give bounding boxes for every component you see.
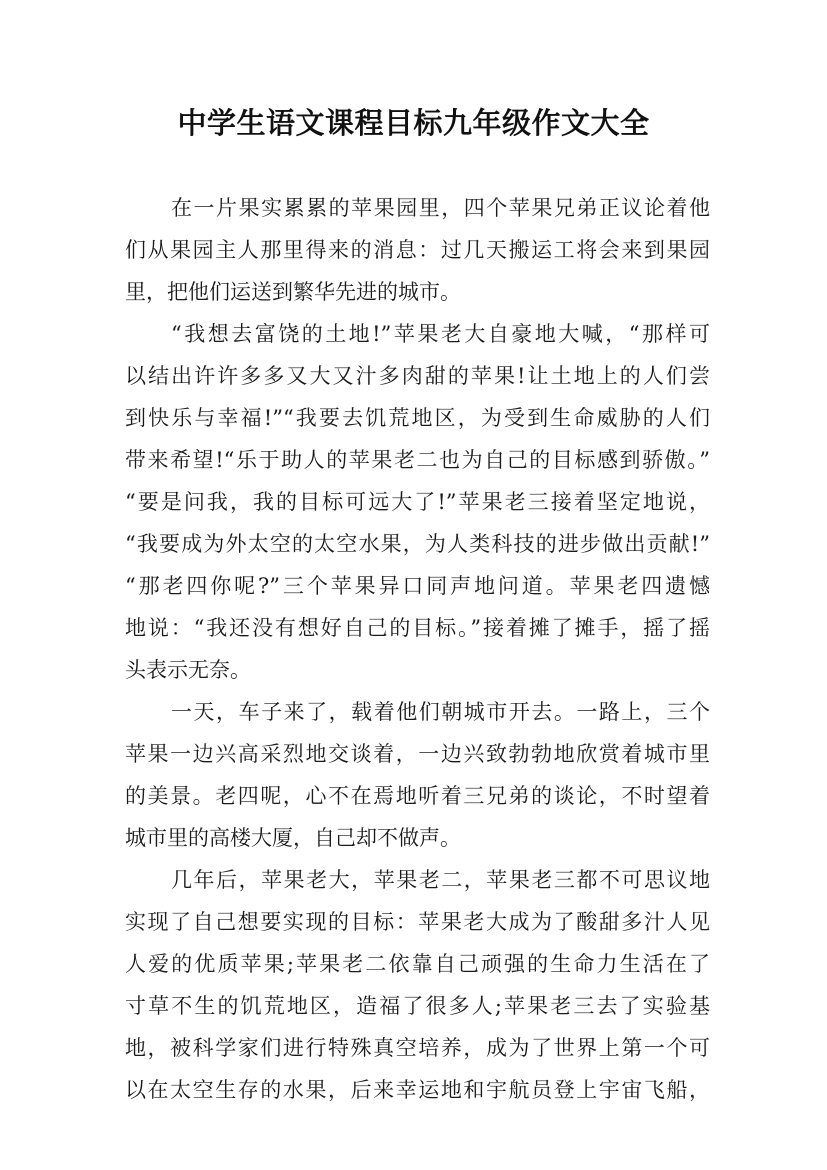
text-line: 实现了自己想要实现的目标：苹果老大成为了酸甜多汁人见 — [125, 910, 710, 934]
text-line: 们从果园主人那里得来的消息：过几天搬运工将会来到果园 — [125, 238, 710, 262]
text-line: 地说：“我还没有想好自己的目标。”接着摊了摊手，摇了摇 — [125, 616, 710, 640]
text-line: 城市里的高楼大厦，自己却不做声。 — [125, 826, 461, 850]
text-line: 在一片果实累累的苹果园里，四个苹果兄弟正议论着他 — [171, 196, 710, 220]
text-line: “我要成为外太空的太空水果，为人类科技的进步做出贡献!” — [125, 532, 710, 556]
text-line: 几年后，苹果老大，苹果老二，苹果老三都不可思议地 — [171, 868, 710, 892]
text-line: 的美景。老四呢，心不在焉地听着三兄弟的谈论，不时望着 — [125, 784, 710, 808]
text-line: “要是问我，我的目标可远大了!”苹果老三接着坚定地说， — [125, 490, 710, 514]
text-line: 到快乐与幸福!”“我要去饥荒地区，为受到生命威胁的人们 — [125, 406, 710, 430]
text-line: 头表示无奈。 — [125, 658, 251, 682]
text-line: 人爱的优质苹果;苹果老二依靠自己顽强的生命力生活在了 — [125, 952, 710, 976]
text-line: 苹果一边兴高采烈地交谈着，一边兴致勃勃地欣赏着城市里 — [125, 742, 710, 766]
text-line: “我想去富饶的土地!”苹果老大自豪地大喊，“那样可 — [171, 322, 710, 346]
page-title: 中学生语文课程目标九年级作文大全 — [177, 106, 650, 140]
text-line: 里，把他们运送到繁华先进的城市。 — [125, 280, 461, 304]
text-line: 地，被科学家们进行特殊真空培养，成为了世界上第一个可 — [125, 1036, 710, 1060]
text-line: 以在太空生存的水果，后来幸运地和宇航员登上宇宙飞船， — [125, 1078, 710, 1102]
text-line: 一天，车子来了，载着他们朝城市开去。一路上，三个 — [171, 700, 710, 724]
text-line: 带来希望!“乐于助人的苹果老二也为自己的目标感到骄傲。” — [125, 448, 710, 472]
text-line: “那老四你呢?”三个苹果异口同声地问道。苹果老四遗憾 — [125, 574, 710, 598]
text-line: 以结出许许多多又大又汁多肉甜的苹果!让土地上的人们尝 — [125, 364, 710, 388]
text-line: 寸草不生的饥荒地区，造福了很多人;苹果老三去了实验基 — [125, 994, 710, 1018]
